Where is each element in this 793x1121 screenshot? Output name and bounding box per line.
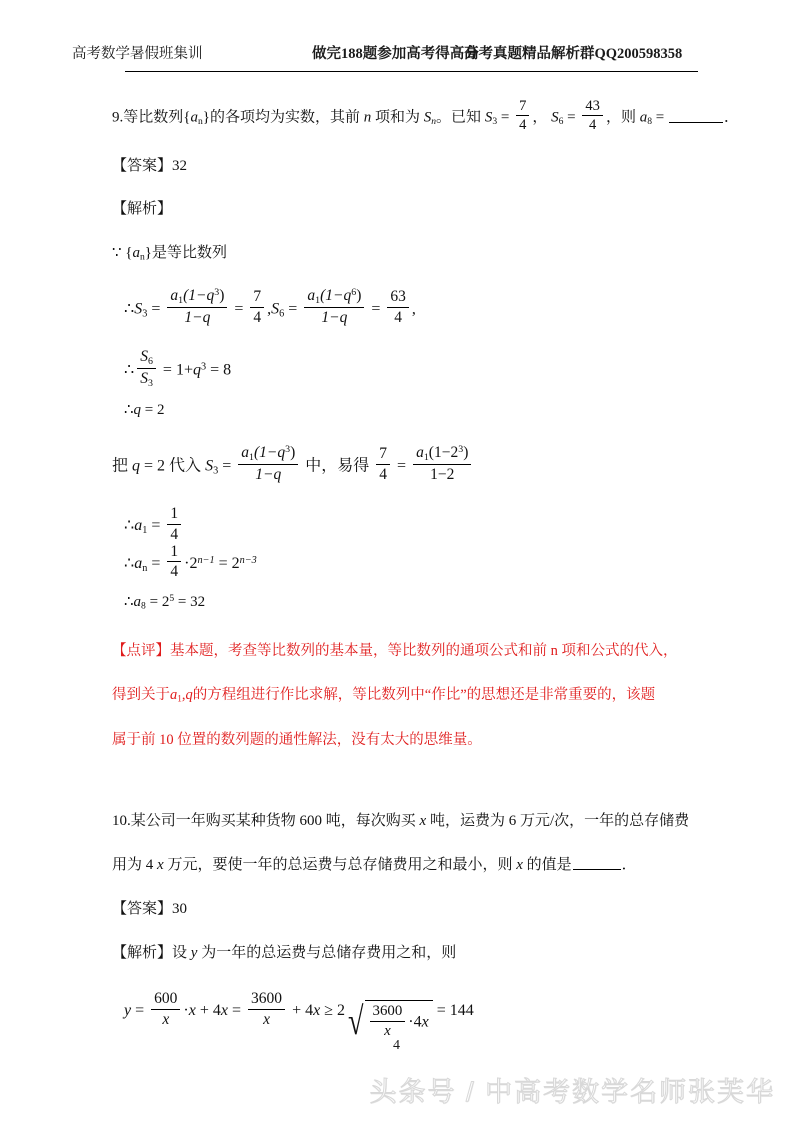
s10-eq3: = [436,1002,446,1020]
s9l2-frac-3 [304,287,364,326]
q9-analysis-label-text: 【解析】 [112,201,173,218]
c9l2-comma: , [181,687,186,704]
s9l5-fl-a: a [241,443,249,461]
s9l5-frac-7-4 [376,445,390,483]
s9l5-S3-sub: 3 [213,465,219,477]
therefore-symbol-2: ∴ [124,361,135,379]
s9l5-fl-sup: 3 [285,443,291,455]
s10-geq: ≥ [324,1002,333,1020]
s9l2-eq3: = [288,300,298,318]
s10-radicand [365,1000,433,1039]
s9l5-fl-rest: (1−q [253,443,286,461]
s9l7-den: 4 [170,563,179,581]
s10-square-root [345,1000,433,1044]
q10-analysis-post: 为一年的总运费与总储存费用之和，则 [201,944,457,961]
s9l8-eq2: = [177,593,187,610]
s9l2-f3-rest: (1−q [320,286,352,304]
q9-a8: a [639,109,648,126]
q10-l1-post: 吨，运费为 6 万元/次，一年的总存储费 [429,813,690,830]
q9-answer-label: 【答案】 [112,157,173,174]
s9l2-f1-den: 1−q [184,308,211,326]
s10-x: x [188,1002,196,1020]
s10-plus-1: + 4 [199,1002,221,1020]
s9l4-eq: = [144,402,154,419]
s9l6-a: a [134,517,143,535]
q9-answer-value: 32 [172,157,188,174]
q10-l2-post: 的值是 [526,857,572,874]
s9l5-fr-rest: (1−2 [428,443,459,461]
s9l5-fl-num [238,444,298,465]
s9l3-den [137,369,156,389]
s9l5-mid1: 代入 [169,457,202,475]
s9l5-frac-right [413,444,471,483]
q9-seq-open: { [183,109,191,126]
s9l2-f3-a-sub: 1 [315,294,321,306]
question-9-stem [0,98,793,134]
q10-answer-blank [573,856,621,871]
s9l7-a: a [134,555,143,572]
q10-answer-value: 30 [172,900,188,917]
s9l2-S6: S [271,300,280,318]
s9l7-frac-1-4 [167,543,181,581]
page-header [72,42,722,64]
s10-f2-num: 3600 [248,990,285,1009]
page-number: 4 [393,1038,400,1053]
therefore-symbol-4: ∴ [124,517,135,535]
q9-text-3: 项和为 [374,109,420,126]
s9l2-eq4: = [371,300,381,318]
s9l5-q: q [132,457,141,475]
s9l6-num: 1 [167,505,181,524]
q9-S6-sub: 6 [558,116,564,128]
s9l1-close: } [144,245,152,262]
s9l8-eq: = [149,593,159,610]
s9l7-two2: 2 [231,555,240,572]
s9l7-two-sup: n−1 [197,554,215,566]
s9l2-eq1: = [151,300,161,318]
s9l8-two: 2 [161,593,170,610]
s9l5-fl-tail: ) [290,443,296,461]
s10-four: 4 [413,1013,422,1031]
q9-var-S-sub: n [431,116,437,128]
s9l5-fr-a-sub: 1 [423,451,429,463]
solution-9-line-8 [0,592,793,614]
s10-f3-den: x [384,1022,391,1039]
s9l5-fl-den: 1−q [255,465,282,483]
solution-9-line-4 [0,400,793,422]
q9-eq-2: = [567,109,576,126]
q9-S6: S [551,109,559,126]
q9-text-2: 的各项均为实数，其前 [209,109,360,126]
s9l2-f3-a: a [307,286,316,304]
comment-9-line-1: 【点评】基本题，考查等比数列的基本量，等比数列的通项公式和前 n 项和公式的代入， [112,643,678,660]
s9l6-den: 4 [170,525,179,543]
q9-fraction-7-4 [516,98,529,134]
s9l2-f1-a: a [170,286,179,304]
s9l2-frac-2 [250,288,264,326]
q9-eq-1: = [500,109,510,126]
solution-9-line-1 [0,243,793,265]
s9l2-S6-sub: 6 [279,308,285,320]
q9-number: 9. [112,109,124,126]
s10-x4: x [421,1013,429,1031]
s9l2-comma: , [267,300,272,318]
comment-9-line-2 [0,685,793,708]
c9l2-pre: 得到关于 [112,687,170,704]
s9l2-eq2: = [234,300,244,318]
q9-text-4: 。已知 [436,109,482,126]
s9l2-f1-tail: ) [219,286,225,304]
s10-result: 144 [449,1002,474,1020]
q9-S3-sub: 3 [492,116,498,128]
s9l3-den-S: S [140,370,148,388]
s9l3-q: q [192,361,201,379]
q9-seq-a: a [190,109,198,126]
s10-frac-3600-x-inner [370,1003,406,1039]
s10-two: 2 [336,1002,345,1020]
s9l5-S3: S [205,457,214,475]
s10-frac-600-x [151,990,180,1028]
s9l3-ratio-frac [137,348,156,389]
s9l2-trail: , [411,300,416,318]
s9l2-S3: S [134,300,143,318]
s10-f1-den: x [162,1010,170,1028]
s9l6-a-sub: 1 [142,525,148,537]
s9l2-f3-sup: 6 [351,286,357,298]
s9l2-f2-den: 4 [253,308,262,326]
s9l2-f3-den: 1−q [321,308,348,326]
s9l1-open: { [125,245,133,262]
therefore-symbol-1: ∴ [124,300,135,318]
q10-analysis-pre: 设 [172,944,188,961]
q9-frac1-den: 4 [519,117,527,134]
therefore-symbol-3: ∴ [124,402,134,419]
q9-seq-sub: n [197,116,203,128]
s9l2-frac-1 [167,287,227,326]
s10-f2-den: x [263,1010,270,1028]
s9l5-fr-num [413,444,471,465]
s10-eq2: = [232,1002,242,1020]
solution-9-equation-7 [0,543,793,581]
s9l8-a: a [133,593,142,610]
s9l5-prefix: 把 [112,457,129,475]
s9l3-q-sup: 3 [200,361,207,373]
s9l2-f1-sup: 3 [214,286,220,298]
q9-period: ． [723,109,739,126]
because-symbol: ∵ [112,245,122,262]
s9l5-fr-tail: ) [463,443,469,461]
s9l7-two: 2 [189,555,198,572]
question-9-analysis-label [0,199,793,221]
s9l5-eq2: = [222,457,232,475]
s9l5-two: 2 [157,457,166,475]
s9l5-eq1: = [144,457,154,475]
q9-seq-close: } [202,109,210,126]
q9-frac1-num: 7 [516,98,529,116]
s9l8-two-sup: 5 [169,592,175,604]
q10-analysis-y: y [190,944,198,961]
header-divider-rule [125,71,698,72]
s10-f3-num: 3600 [370,1003,406,1022]
s9l5-fr-den: 1−2 [430,465,455,483]
watermark-text: 头条号 / 中高考数学名师张芙华 [369,1077,775,1107]
q10-l1-pre: 10.某公司一年购买某种货物 600 吨，每次购买 [112,813,416,830]
s9l7-eq: = [151,555,161,572]
q9-fraction-43-4 [582,98,603,134]
s9l2-f3-tail: ) [356,286,362,304]
s9l3-den-sub: 3 [147,377,153,389]
s9l2-f1-num [167,287,227,308]
q10-l2-mid: 万元，要使一年的总运费与总存储费用之和最小，则 [167,857,513,874]
s9l3-num [137,348,156,369]
q9-answer-blank [669,108,723,123]
s9l2-f3-num [304,287,364,308]
therefore-symbol-5: ∴ [124,555,135,572]
s9l1-sub: n [140,251,145,263]
header-overlay-text-a: 做完188题参加高考得高分 [312,46,479,62]
s9l4-val: 2 [157,402,165,419]
solution-10-equation [0,990,793,1044]
therefore-symbol-6: ∴ [124,593,134,610]
solution-9-equation-2 [0,287,793,326]
s9l1-a: a [132,245,140,262]
s9l2-S3-sub: 3 [142,308,148,320]
s9l7-a-sub: n [142,562,148,574]
question-10-analysis-row [0,943,793,965]
s9l7-dot: · [184,555,190,572]
s9l3-eq2: = [210,361,220,379]
q10-answer-label: 【答案】 [112,900,173,917]
question-9-answer-row [0,156,793,178]
page-content [0,98,793,1044]
question-10-stem-line-1 [0,811,793,833]
s10-x3: x [313,1002,321,1020]
s9l2-f1-a-sub: 1 [178,294,184,306]
s9l1-text: 是等比数列 [152,245,228,262]
s9l5-g-den: 4 [379,465,388,483]
q10-l2-x: x [157,857,164,874]
s9l8-result: 32 [190,593,206,610]
s10-dot-2: · [408,1013,414,1031]
q9-var-S: S [423,109,432,126]
header-left-text: 高考数学暑假班集训 [72,46,203,62]
s9l5-fr-sup: 3 [458,443,464,455]
c9l2-q: q [185,687,193,704]
s9l5-mid2: 中，易得 [305,457,370,475]
s9l4-q: q [133,402,142,419]
s9l2-f2-num: 7 [250,288,264,307]
s9l5-fl-a-sub: 1 [248,451,254,463]
s10-eq1: = [135,1002,145,1020]
q9-text-5: ，则 [605,109,636,126]
header-overlay-text-b: 高考真题精品解析群QQ200598358 [464,46,683,62]
s9l2-frac-4 [387,288,409,326]
q9-comma-1: ， [532,109,548,126]
solution-9-equation-5 [0,444,793,483]
s9l3-num-sub: 6 [147,356,153,367]
solution-9-equation-6 [0,505,793,543]
c9l2-post: 的方程组进行作比求解，等比数列中“作比”的思想还是非常重要的，该题 [192,687,656,704]
s9l3-eq1: = [162,361,172,379]
question-10-stem-line-2 [0,855,793,877]
comment-9-line-3: 属于前 10 位置的数列题的通性解法，没有太大的思维量。 [112,731,482,748]
s9l2-f1-rest: (1−q [183,286,215,304]
header-overlay-group [312,42,732,62]
s9l2-f4-num: 63 [387,288,409,307]
s9l5-eq3: = [397,457,407,475]
s9l7-two2-sup: n−3 [239,554,257,566]
q9-a8-sub: 8 [647,116,652,128]
s9l2-f4-den: 4 [394,308,403,326]
q10-l2-x2: x [516,857,523,874]
q9-frac2-den: 4 [589,117,597,134]
s9l5-frac-left [238,444,298,483]
s9l3-one: 1+ [175,361,193,379]
q9-text-1: 等比数列 [123,109,184,126]
q9-frac2-num: 43 [582,98,603,116]
q9-var-n: n [363,109,372,126]
q10-l2-pre: 用为 4 [112,857,154,874]
s9l6-frac-1-4 [167,505,181,543]
s10-f1-num: 600 [151,990,180,1009]
s10-frac-3600-x [248,990,285,1028]
s9l6-eq: = [151,517,161,535]
radical-sign-icon: √ [347,1000,364,1044]
s9l3-num-S: S [140,348,148,366]
s9l7-num: 1 [167,543,181,562]
s10-plus-2: + 4 [292,1002,314,1020]
s9l7-eq2: = [218,555,228,572]
q10-l2-tail: ． [621,857,637,874]
s9l3-eight: 8 [223,361,232,379]
q9-eq-3: = [655,109,665,126]
s10-y: y [124,1002,132,1020]
c9l2-a: a [170,687,178,704]
solution-9-equation-3 [0,348,793,389]
s9l8-a-sub: 8 [141,600,146,612]
q9-S3: S [484,109,493,126]
s10-x2: x [220,1002,228,1020]
s9l5-fr-a: a [416,443,424,461]
q10-analysis-label: 【解析】 [112,944,173,961]
c9l2-a-sub: 1 [177,694,182,705]
question-10-answer-row [0,899,793,921]
s9l5-g-num: 7 [376,445,390,464]
s10-dot-1: · [183,1002,189,1020]
q10-l1-x: x [419,813,427,830]
